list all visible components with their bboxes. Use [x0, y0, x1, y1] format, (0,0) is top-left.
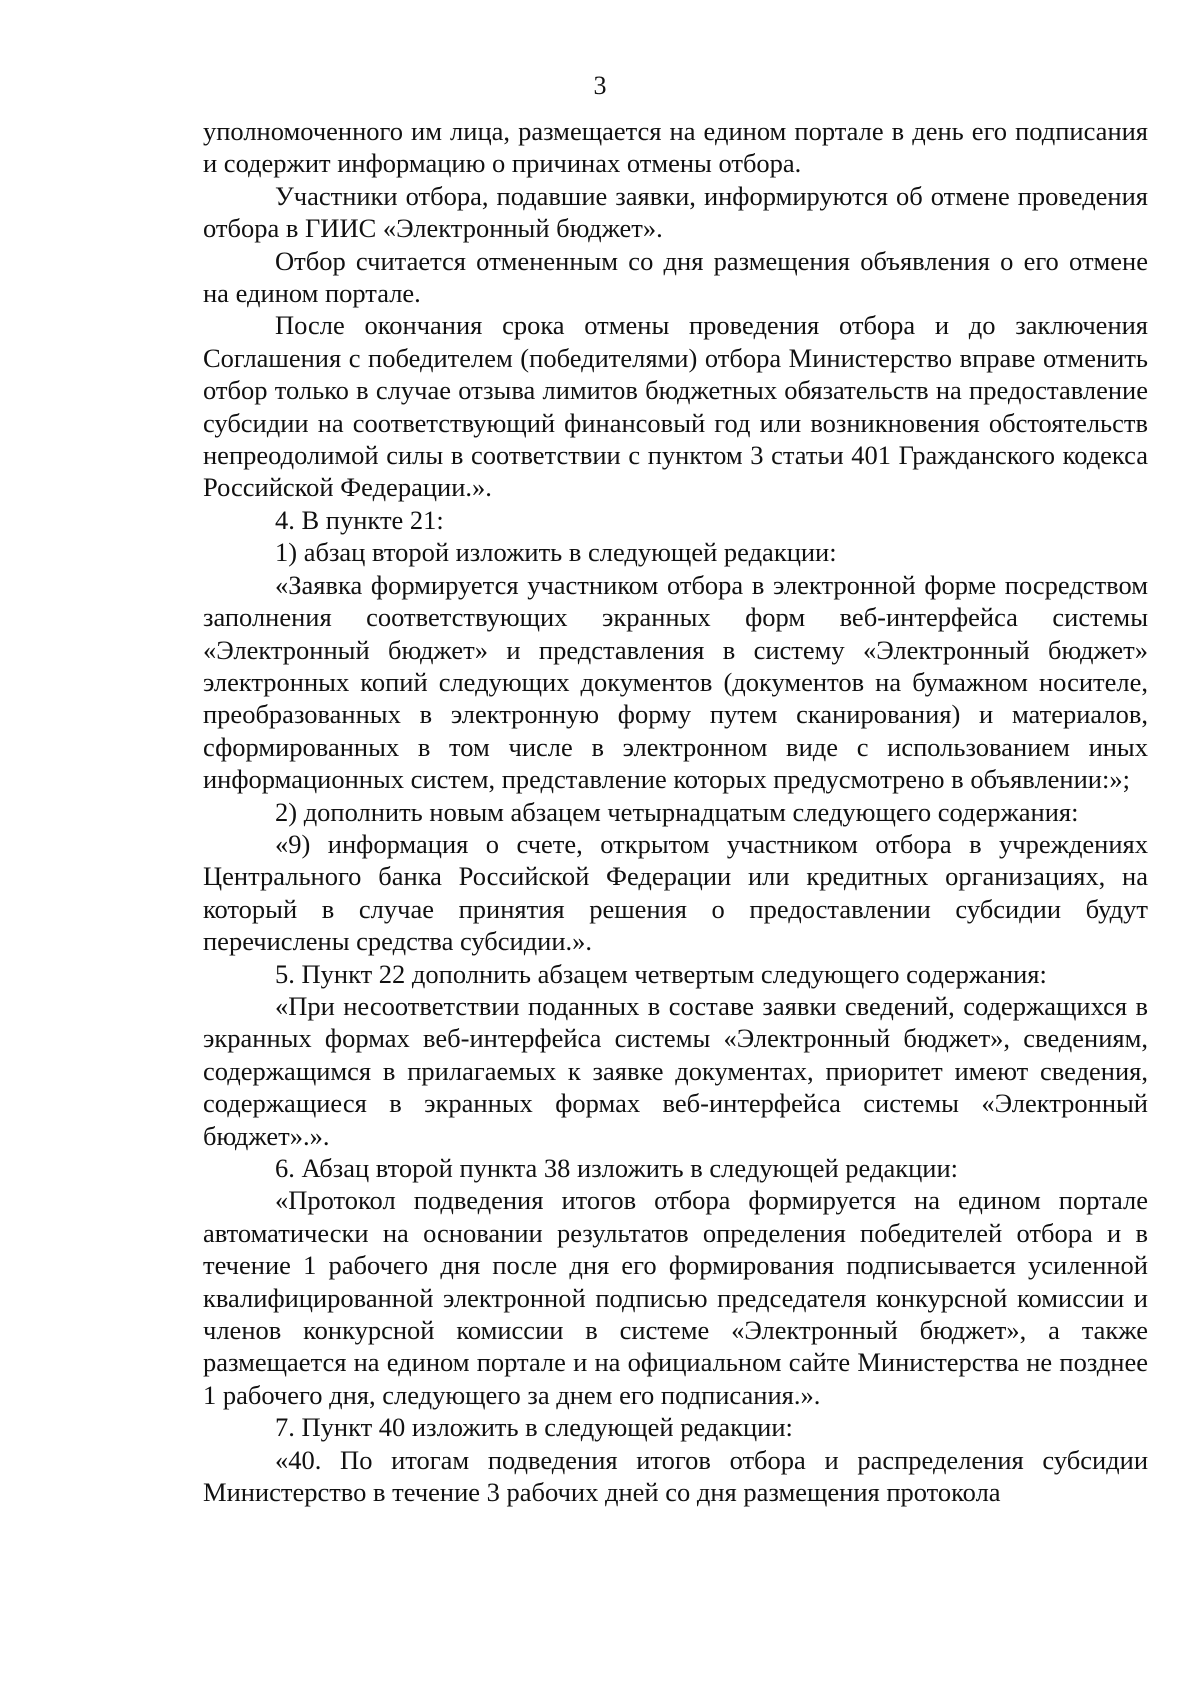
paragraph-quote: «Заявка формируется участником отбора в электронной форме посредством заполнения соответствующих экранных форм веб-интерфейса системы «Электронный бюджет» и представления в систему «Электронный бюджет» электронных копий следующих документов (документов на бумажном носителе, преобразованных в электронную форму путем сканирования) и материалов, сформированных в том числе в электронном виде с использованием иных информационных систем, представление которых предусмотрено в объявлении:»; [203, 569, 1148, 795]
paragraph-subitem-1: 1) абзац второй изложить в следующей редакции: [275, 537, 837, 568]
paragraph-item-5: 5. Пункт 22 дополнить абзацем четвертым следующего содержания: [275, 958, 1047, 989]
paragraph-quote: «Протокол подведения итогов отбора формируется на едином портале автоматически на основании результатов определения победителей отбора и в течение 1 рабочего дня после дня его формирования подписывается усиленной квалифицированной электронной подписью председателя конкурсной комиссии и членов конкурсной комиссии в системе «Электронный бюджет», а также размещается на едином портале и на официальном сайте Министерства не позднее 1 рабочего дня, следующего за днем его подписания.». [203, 1185, 1148, 1410]
paragraph-item-4: 4. В пункте 21: [275, 504, 444, 535]
paragraph: Отбор считается отмененным со дня размещения объявления о его отмене на едином портале. [203, 245, 1148, 309]
paragraph-continuation: уполномоченного им лица, размещается на едином портале в день его подписания и содержит информацию о причинах отмены отбора. [203, 116, 1148, 179]
document-body [203, 115, 1148, 1508]
paragraph-item-6: 6. Абзац второй пункта 38 изложить в следующей редакции: [275, 1153, 958, 1183]
paragraph: Участники отбора, подавшие заявки, информируются об отмене проведения отбора в ГИИС «Электронный бюджет». [203, 180, 1148, 244]
paragraph-subitem-2: 2) дополнить новым абзацем четырнадцатым следующего содержания: [275, 796, 1079, 827]
paragraph-quote: «9) информация о счете, открытом участником отбора в учреждениях Центрального банка Российской Федерации или кредитных организациях, на который в случае принятия решения о предоставлении субсидии будут перечислены средства субсидии.». [203, 828, 1148, 957]
paragraph-quote: «40. По итогам подведения итогов отбора и распределения субсидии Министерство в течение 3 рабочих дней со дня размещения протокола [203, 1444, 1148, 1508]
page-number: 3 [593, 71, 607, 100]
paragraph-quote: «При несоответствии поданных в составе заявки сведений, содержащихся в экранных формах веб-интерфейса системы «Электронный бюджет», сведениям, содержащимся в прилагаемых к заявке документах, приоритет имеют сведения, содержащиеся в экранных формах веб-интерфейса системы «Электронный бюджет».». [203, 990, 1148, 1151]
paragraph: После окончания срока отмены проведения отбора и до заключения Соглашения с победителем (победителями) отбора Министерство вправе отменить отбор только в случае отзыва лимитов бюджетных обязательств на предоставление субсидии на соответствующий финансовый год или возникновения обстоятельств непреодолимой силы в соответствии с пунктом 3 статьи 401 Гражданского кодекса Российской Федерации.». [203, 310, 1148, 503]
paragraph-item-7: 7. Пункт 40 изложить в следующей редакции: [275, 1412, 793, 1443]
